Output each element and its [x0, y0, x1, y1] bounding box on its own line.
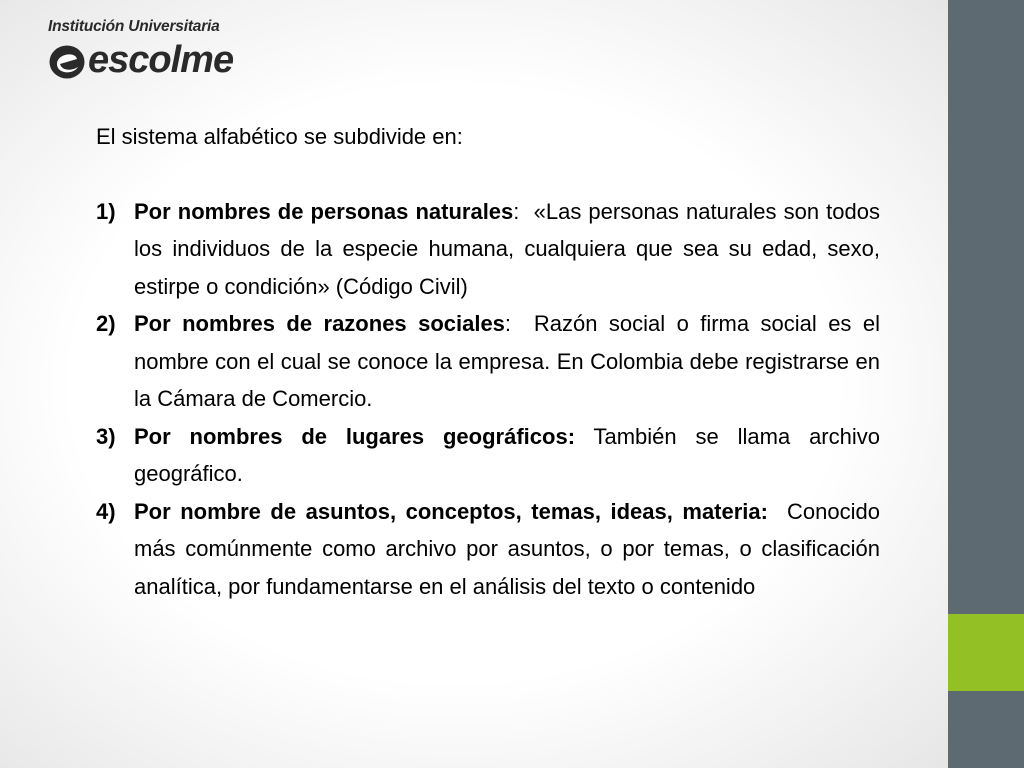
item-number: 1)	[96, 198, 116, 224]
item-term: Por nombres de lugares geográficos:	[134, 423, 576, 449]
item-description: También se llama archivo geográfico.	[134, 423, 880, 486]
item-description: «Las personas naturales son todos los individuos de la especie humana, cualquiera que sea su edad, sexo, estirpe o condición» (Código Civil)	[134, 198, 880, 299]
intro-text: El sistema alfabético se subdivide en:	[96, 124, 463, 149]
item-separator: :	[504, 311, 512, 336]
item-number: 2)	[96, 311, 116, 336]
item-term: Por nombre de asuntos, conceptos, temas, ideas, materia:	[134, 498, 768, 524]
item-separator: :	[513, 198, 520, 224]
list-item	[96, 193, 880, 306]
item-term: Por nombres de razones sociales	[134, 311, 505, 336]
e-swoosh-icon	[48, 43, 88, 81]
item-number: 4)	[96, 498, 116, 524]
slide-content	[96, 118, 880, 605]
list-item	[96, 418, 880, 493]
logo-top-line: Institución Universitaria	[48, 18, 220, 35]
item-description: Conocido más comúnmente como archivo por asuntos, o por temas, o clasificación analítica, por fundamentarse en el análisis del texto o contenido	[134, 498, 880, 599]
item-number: 3)	[96, 423, 116, 449]
item-term: Por nombres de personas naturales	[134, 198, 514, 224]
list-item	[96, 305, 880, 418]
list-item	[96, 493, 880, 606]
subdivision-list	[96, 193, 880, 606]
institution-logo	[48, 18, 248, 88]
sidebar-accent-block	[948, 614, 1024, 691]
logo-wordmark: escolme	[88, 39, 234, 81]
item-description: Razón social o firma social es el nombre con el cual se conoce la empresa. En Colombia debe registrarse en la Cámara de Comercio.	[134, 311, 880, 411]
